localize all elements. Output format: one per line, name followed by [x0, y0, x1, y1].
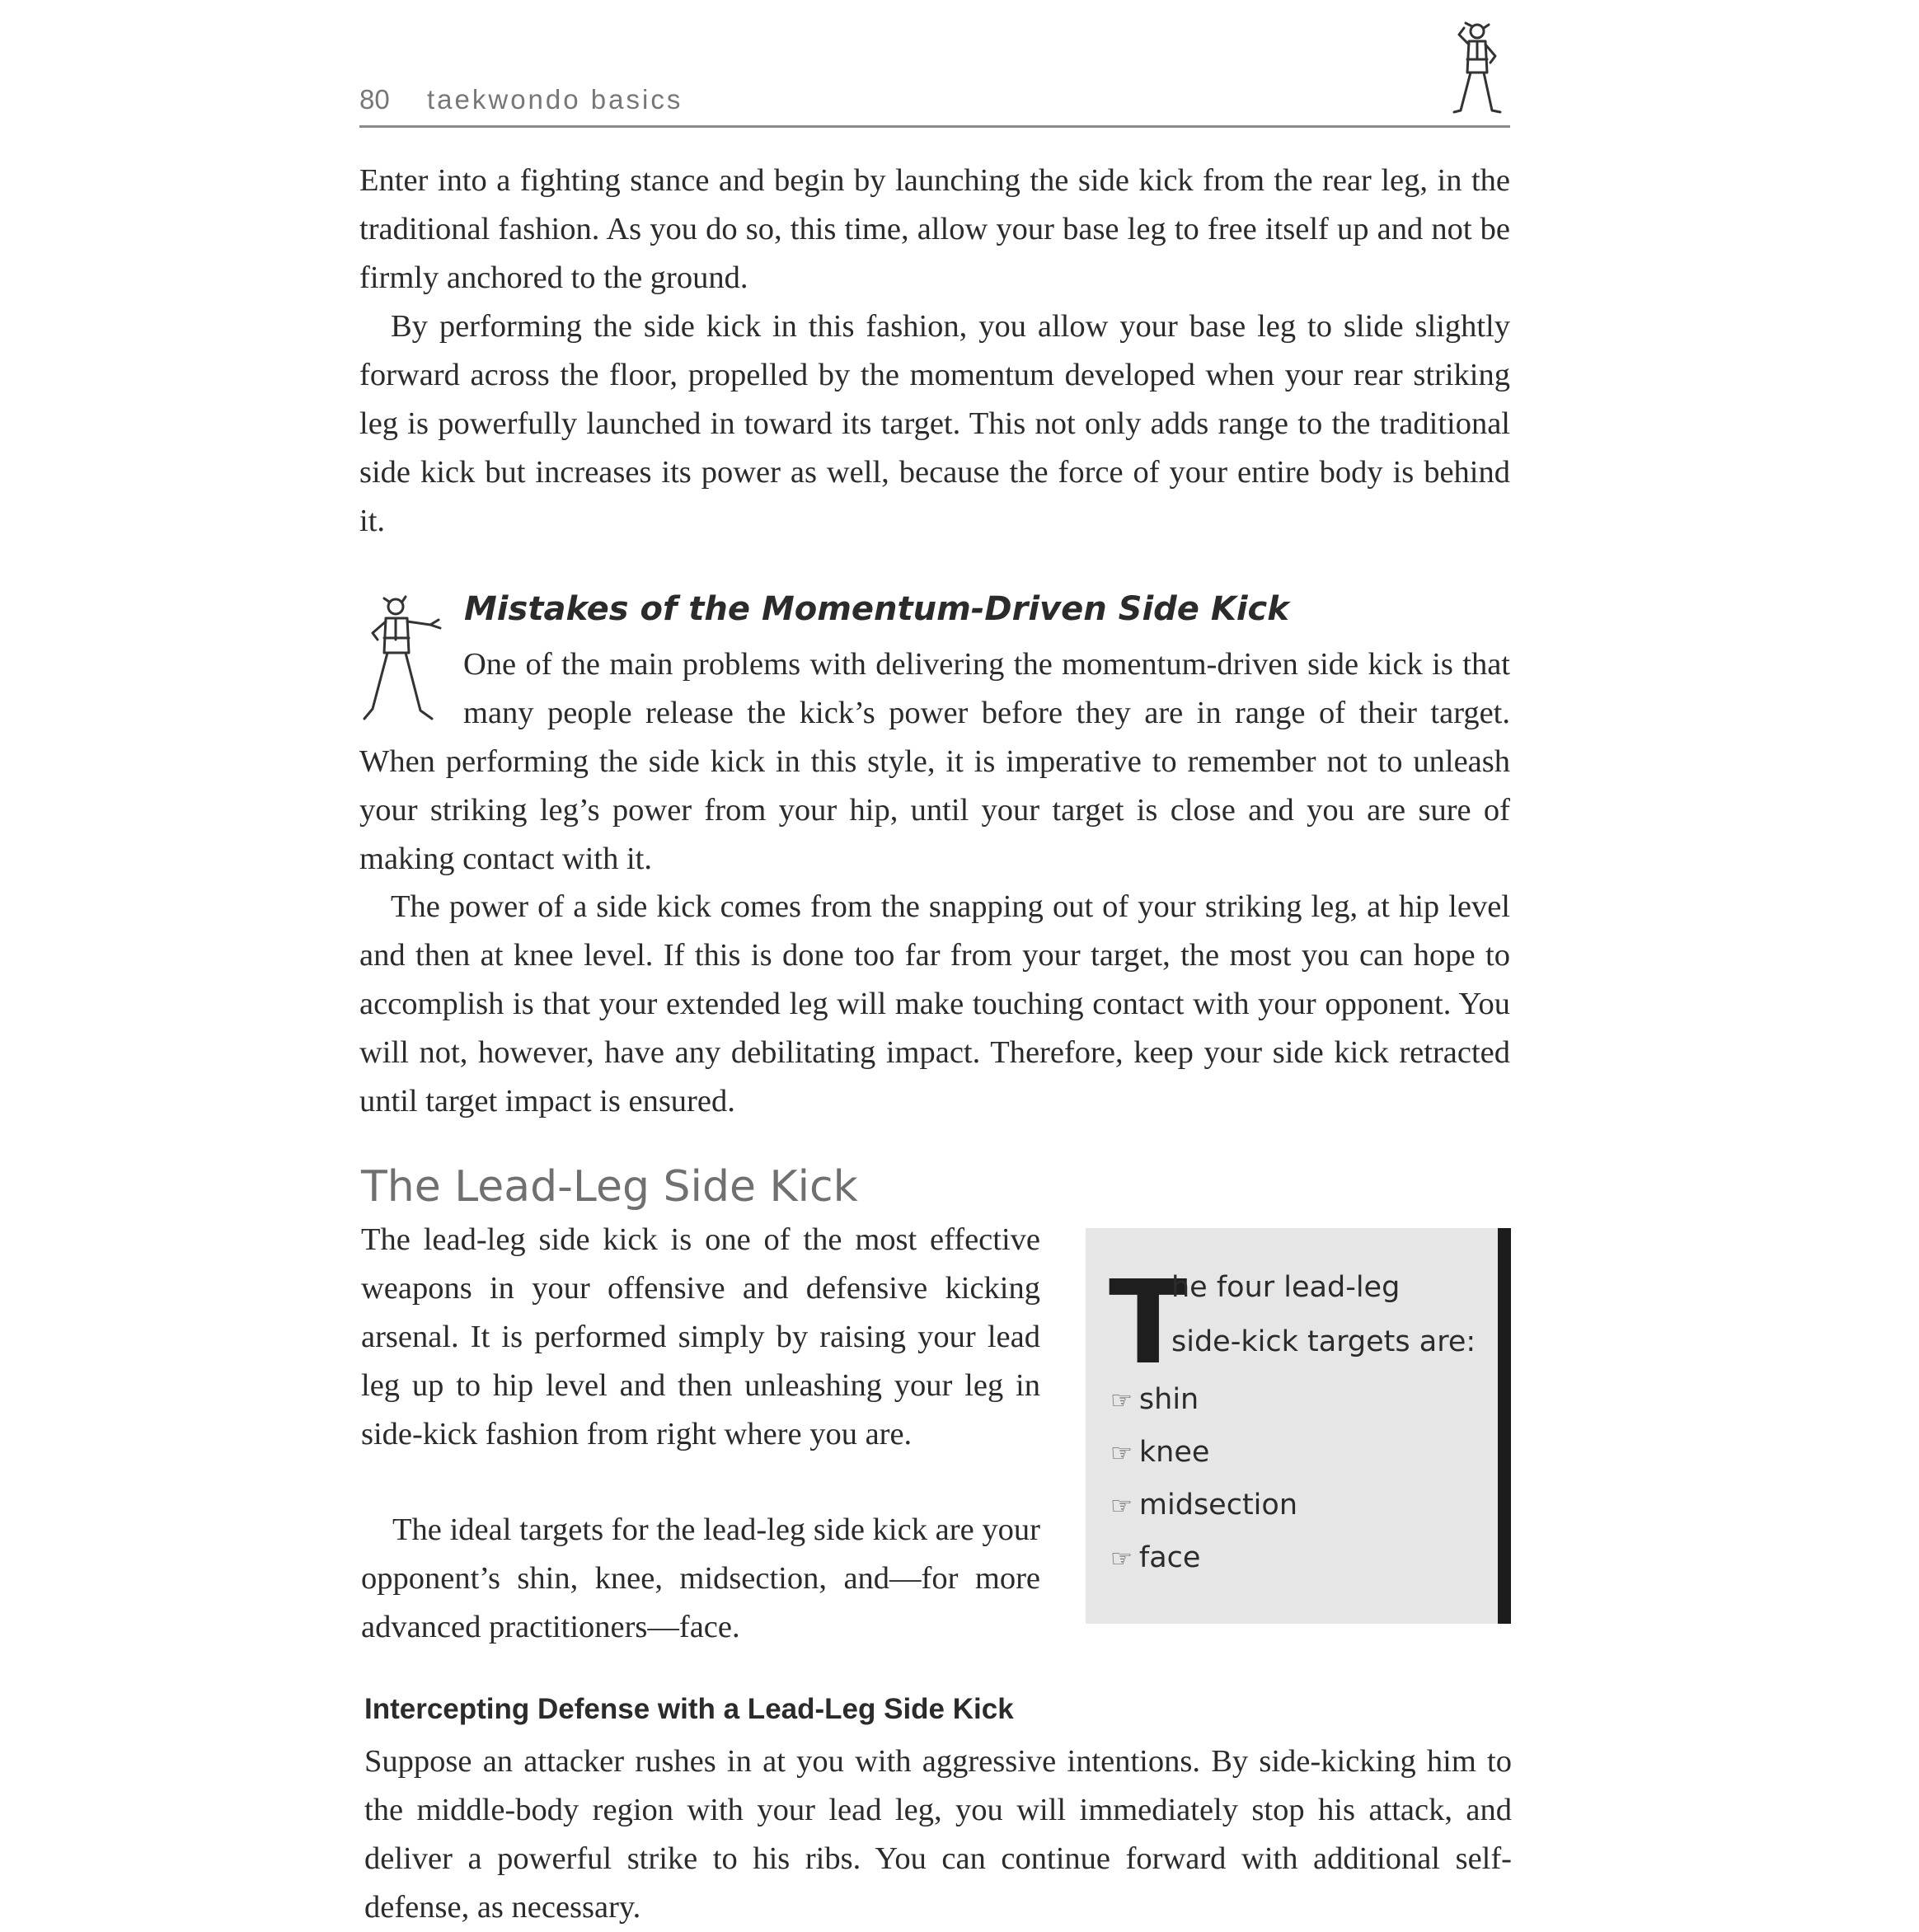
paragraph-momentum	[359, 302, 1510, 546]
pointing-hand-icon: ☞	[1110, 1545, 1133, 1573]
pointing-hand-icon: ☞	[1110, 1386, 1133, 1415]
subsection-paragraph	[364, 1737, 1512, 1932]
sidebar-paragraph-1	[359, 640, 1510, 884]
paragraph-text: Enter into a fighting stance and begin by launching the side kick from the rear leg, in the traditional fashion. As you do so, this time, allow your base leg to free itself up and not be firmly anchored to the ground.	[359, 163, 1510, 295]
page-number: 80	[359, 84, 390, 115]
paragraph-text: By performing the side kick in this fashion, you allow your base leg to slide slightly forward across the floor, propelled by the momentum developed when your rear striking leg is powerfully launched in toward its target. This not only adds range to the traditional side kick but increases its power as well, because the force of your entire body is behind it.	[359, 309, 1510, 538]
target-label: face	[1138, 1541, 1201, 1574]
subsection-heading: Intercepting Defense with a Lead-Leg Side Kick	[364, 1693, 1014, 1725]
target-item	[1110, 1436, 1209, 1469]
target-label: shin	[1138, 1383, 1199, 1416]
section-heading: The Lead-Leg Side Kick	[361, 1162, 858, 1212]
pointing-hand-icon: ☞	[1110, 1492, 1133, 1521]
drop-cap: T	[1109, 1256, 1188, 1390]
page-header	[359, 81, 1510, 128]
martial-artist-figure-icon	[1447, 20, 1505, 117]
icon-wrap-space	[359, 640, 463, 738]
target-label: knee	[1138, 1436, 1210, 1469]
target-label: midsection	[1138, 1489, 1297, 1522]
paragraph-intro	[359, 157, 1510, 302]
callout-line-2: side-kick targets are:	[1171, 1325, 1476, 1358]
targets-callout-box	[1086, 1228, 1511, 1624]
section-paragraph-2	[361, 1506, 1040, 1652]
sidebar-title: Mistakes of the Momentum-Driven Side Kick	[464, 590, 1289, 628]
running-head: taekwondo basics	[427, 84, 683, 115]
target-item	[1110, 1489, 1297, 1522]
target-item	[1110, 1383, 1199, 1416]
paragraph-text: The ideal targets for the lead-leg side kick are your opponent’s shin, knee, midsection, and—for more advanced practitioners—face.	[361, 1512, 1040, 1644]
paragraph-text: Suppose an attacker rushes in at you with aggressive intentions. By side-kicking him to the middle-body region with your lead leg, you will immediately stop his attack, and deliver a powerful strike to his ribs. You can continue forward with additional self-defense, as necessary.	[364, 1744, 1512, 1925]
paragraph-text: The lead-leg side kick is one of the most effective weapons in your offensive and defensive kicking arsenal. It is performed simply by raising your lead leg up to hip level and then unleashing your leg in side-kick fashion from right where you are.	[361, 1222, 1040, 1451]
sidebar-paragraph-2	[359, 883, 1510, 1126]
paragraph-text: One of the main problems with delivering the momentum-driven side kick is that many people release the kick’s power before they are in range of their target. When performing the side kick in this style, it is imperative to remember not to unleash your striking leg’s power from your hip, until your target is close and you are sure of making contact with it.	[359, 647, 1510, 876]
callout-line-1: he four lead-leg	[1171, 1271, 1401, 1304]
pointing-hand-icon: ☞	[1110, 1439, 1133, 1468]
paragraph-text: The power of a side kick comes from the snapping out of your striking leg, at hip level and then at knee level. If this is done too far from your target, the most you can hope to accomplish is that your extended leg will make touching contact with your opponent. You will not, however, have any debilitating impact. Therefore, keep your side kick retracted until target impact is ensured.	[359, 889, 1510, 1118]
section-paragraph-1	[361, 1216, 1040, 1459]
target-item	[1110, 1541, 1200, 1574]
